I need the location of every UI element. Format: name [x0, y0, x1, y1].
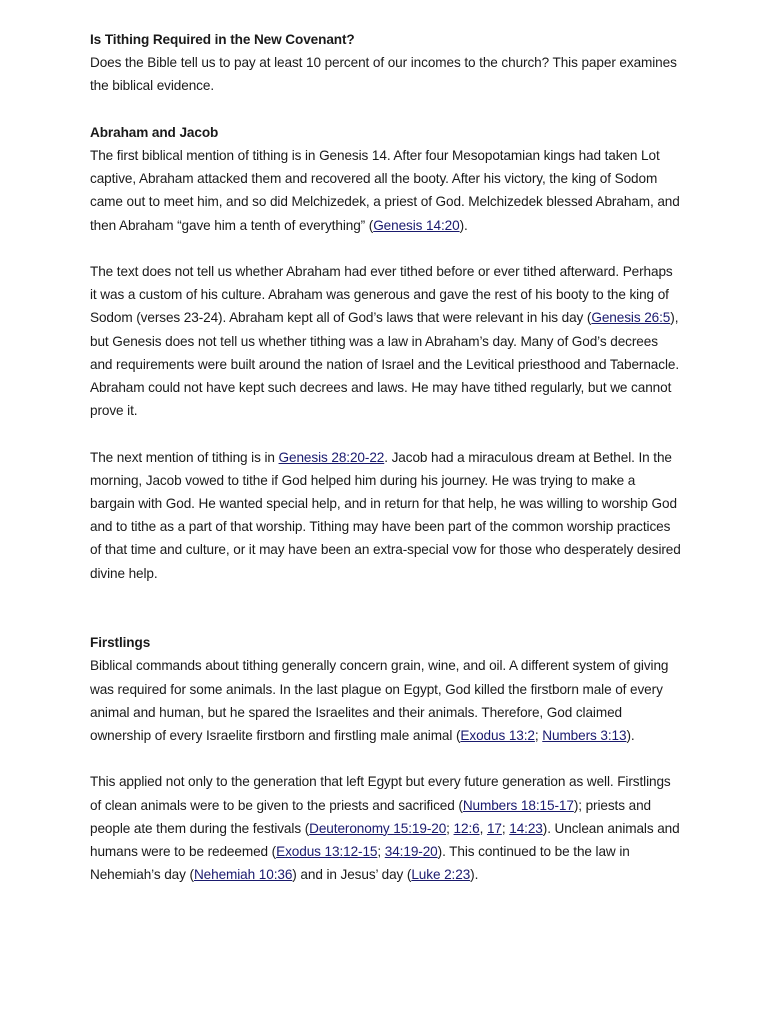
paragraph-text: ;	[501, 820, 510, 836]
paragraph-text: ).	[626, 728, 635, 744]
paragraph-text: ;	[534, 728, 543, 744]
paragraph-text: The first biblical mention of tithing is in Genesis 14. After four Mesopotamian kings had taken Lot captive, Abraham attacked them and recovered all the booty. After his victory, the king of Sodom came out to meet him, and so did Melchizedek, a priest of God. Melchizedek blessed Abraham, and then Abraham “gave him a tenth of everything” (	[90, 148, 680, 233]
scripture-link-genesis-26-5[interactable]: Genesis 26:5	[591, 310, 671, 326]
paragraph-abraham-custom	[90, 260, 682, 422]
spacer	[90, 747, 682, 770]
scripture-link-genesis-28-20-22[interactable]: Genesis 28:20-22	[278, 449, 385, 465]
paragraph-text: ), but Genesis does not tell us whether tithing was a law in Abraham’s day. Many of God’s decrees and requirements were built around the nation of Israel and the Levitical priesthood and Tabernacle. Abraham could not have kept such decrees and laws. He may have tithed regularly, but we cannot prove it.	[90, 310, 680, 419]
paragraph-jacob-vow	[90, 446, 682, 585]
section-heading-abraham-jacob: Abraham and Jacob	[90, 124, 219, 140]
paragraph-text: ,	[479, 820, 487, 836]
spacer	[90, 422, 682, 445]
document-page	[90, 28, 682, 886]
paragraph-text: ;	[446, 820, 454, 836]
scripture-link-12-6[interactable]: 12:6	[453, 820, 480, 836]
paragraph-text: ;	[377, 844, 385, 860]
paragraph-firstlings-intro	[90, 654, 682, 747]
scripture-link-exodus-13-12-15[interactable]: Exodus 13:12-15	[276, 844, 378, 860]
paragraph-text: Biblical commands about tithing generally concern grain, wine, and oil. A different system of giving was required for some animals. In the last plague on Egypt, God killed the firstborn male of every animal and human, but he spared the Israelites and their animals. Therefore, God claimed ownership of every Israelite firstborn and firstling male animal (	[90, 658, 669, 744]
spacer	[90, 585, 682, 631]
paragraph-text: ) and in Jesus’ day (	[292, 867, 412, 883]
scripture-link-luke-2-23[interactable]: Luke 2:23	[411, 867, 471, 883]
document-title: Is Tithing Required in the New Covenant?	[90, 32, 355, 47]
paragraph-text: The text does not tell us whether Abraham had ever tithed before or ever tithed afterward. Perhaps it was a custom of his culture. Abraham was generous and gave the rest of his booty to the king of Sodom (verses 23-24). Abraham kept all of God’s laws that were relevant in his day (	[90, 264, 673, 326]
scripture-link-17[interactable]: 17	[486, 820, 502, 836]
paragraph-text: ); priests and people ate them during the festivals (	[90, 797, 651, 836]
spacer	[90, 237, 682, 260]
scripture-link-14-23[interactable]: 14:23	[509, 820, 543, 836]
scripture-link-numbers-3-13[interactable]: Numbers 3:13	[542, 728, 627, 744]
paragraph-text: This applied not only to the generation that left Egypt but every future generation as well. Firstlings of clean animals were to be given to the priests and sacrificed (	[90, 774, 671, 813]
scripture-link-deuteronomy-15-19-20[interactable]: Deuteronomy 15:19-20	[309, 820, 447, 836]
paragraph-text: . Jacob had a miraculous dream at Bethel. In the morning, Jacob vowed to tithe if God helped him during his journey. He was trying to make a bargain with God. He wanted special help, and in return for that help, he was willing to worship God and to tithe as a part of that worship. Tithing may have been part of the common worship practices of that time and culture, or it may have been an extra-special vow for those who desperately desired divine help.	[90, 449, 681, 581]
scripture-link-34-19-20[interactable]: 34:19-20	[384, 844, 438, 860]
section-heading-firstlings: Firstlings	[90, 635, 151, 651]
scripture-link-nehemiah-10-36[interactable]: Nehemiah 10:36	[193, 867, 293, 883]
paragraph-text: ).	[470, 867, 479, 883]
paragraph-text: ). Unclean animals and humans were to be redeemed (	[90, 820, 680, 860]
spacer	[90, 98, 682, 121]
paragraph-firstlings-law	[90, 770, 682, 886]
scripture-link-numbers-18-15-17[interactable]: Numbers 18:15-17	[462, 797, 574, 813]
paragraph-text: ). This continued to be the law in Nehemiah’s day (	[90, 844, 630, 883]
scripture-link-genesis-14-20[interactable]: Genesis 14:20	[373, 217, 460, 233]
paragraph-text: ).	[459, 217, 468, 233]
scripture-link-exodus-13-2[interactable]: Exodus 13:2	[460, 728, 535, 744]
intro-paragraph: Does the Bible tell us to pay at least 10 percent of our incomes to the church? This paper examines the biblical evidence.	[90, 55, 677, 94]
paragraph-text: The next mention of tithing is in	[90, 449, 279, 465]
paragraph-genesis-14	[90, 144, 682, 237]
